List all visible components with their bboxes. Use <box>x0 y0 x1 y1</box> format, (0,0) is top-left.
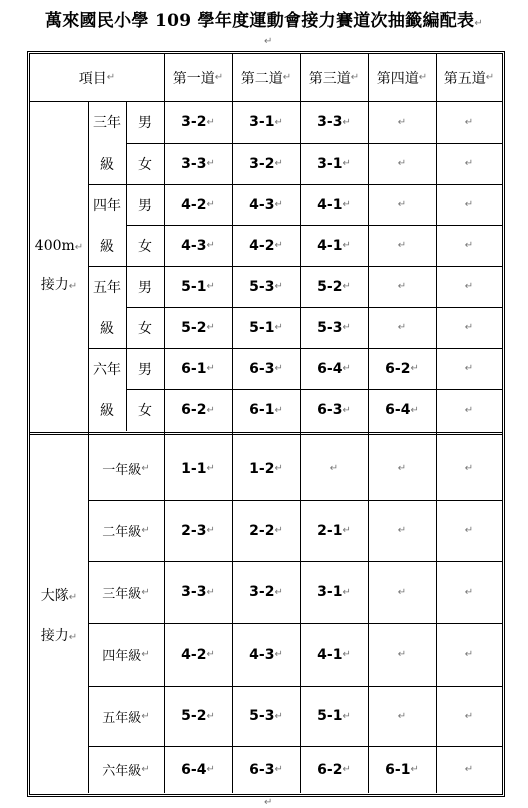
lane-value: ↵ <box>464 199 474 210</box>
lane-value: 3-2 ↵ <box>181 114 215 130</box>
lane-value: 4-3 ↵ <box>249 196 283 213</box>
column-divider <box>300 54 301 793</box>
lane-value: 6-4 ↵ <box>181 761 215 778</box>
grade-label: 六年 <box>93 361 121 378</box>
lane-value: ↵ <box>464 710 474 722</box>
paragraph-mark: ↵ <box>485 72 495 83</box>
paragraph-mark: ↵ <box>214 72 224 83</box>
column-divider <box>126 101 127 431</box>
gender-label: 女 <box>138 403 152 419</box>
lane-value: 6-3 ↵ <box>249 761 283 778</box>
lane-value: 6-1 ↵ <box>385 761 419 778</box>
gender-label: 男 <box>138 361 152 378</box>
row-divider <box>126 307 502 308</box>
lane-value: 5-1 ↵ <box>317 708 351 724</box>
lane-value: 6-4 ↵ <box>317 360 351 377</box>
lane-value: 6-1 ↵ <box>249 402 283 418</box>
lane-value: 5-1 ↵ <box>181 278 215 295</box>
lane-value: ↵ <box>464 116 474 128</box>
grade-label: 三年 <box>93 115 121 131</box>
team-grade-label: 三年級 ↵ <box>102 586 150 602</box>
grade-suffix: 級 <box>100 238 114 255</box>
gender-label: 女 <box>138 320 152 337</box>
lane-value: ↵ <box>397 158 407 169</box>
lane-value: 6-3 ↵ <box>317 402 351 418</box>
lane-value: ↵ <box>397 322 407 333</box>
lane-value: 3-1 ↵ <box>317 584 351 600</box>
gender-label: 男 <box>138 115 152 131</box>
team-grade-label: 六年級 ↵ <box>102 764 150 779</box>
column-divider <box>88 101 89 793</box>
header-lane-2 <box>232 54 300 101</box>
lane-value: 6-3 ↵ <box>249 360 283 377</box>
relay400-label-line2: 接力↵ <box>40 277 78 293</box>
lane-value: ↵ <box>464 322 474 333</box>
lane-value: 2-1 ↵ <box>317 522 351 539</box>
column-divider <box>368 54 369 793</box>
row-divider <box>88 184 502 185</box>
team-grade-label: 四年級 ↵ <box>102 649 150 664</box>
lane-value: 4-2 ↵ <box>249 237 283 254</box>
paragraph-mark: ↵ <box>474 18 484 29</box>
gender-label: 男 <box>138 279 152 296</box>
lane-value: ↵ <box>397 525 407 536</box>
lane-value: 4-2 ↵ <box>181 196 215 213</box>
lane-label: 第五道 <box>443 70 486 87</box>
lane-value: ↵ <box>464 586 474 598</box>
team-relay-label-line1: 大隊↵ <box>40 588 78 604</box>
header-lane-1 <box>164 54 232 101</box>
header-lane-5 <box>436 54 502 101</box>
lane-value: 4-3 ↵ <box>249 646 283 663</box>
lane-value: ↵ <box>464 363 474 374</box>
title-text: 萬來國民小學 109 學年度運動會接力賽道次抽籤編配表 <box>44 11 475 31</box>
team-grade-label: 二年級 ↵ <box>102 525 150 540</box>
gender-label: 女 <box>138 238 152 255</box>
row-divider <box>126 143 502 144</box>
lane-value: 6-2 ↵ <box>385 360 419 377</box>
column-divider <box>164 54 165 793</box>
lane-value: 3-3 ↵ <box>181 155 215 172</box>
lane-value: ↵ <box>397 710 407 722</box>
lane-value: ↵ <box>464 649 474 660</box>
grade-label: 五年 <box>93 279 121 296</box>
row-divider <box>88 266 502 267</box>
team-grade-label: 一年級 ↵ <box>102 463 150 478</box>
lane-assignment-table <box>27 51 505 797</box>
section-divider <box>30 432 502 435</box>
paragraph-mark: ↵ <box>264 797 273 808</box>
lane-value: 2-3 ↵ <box>181 522 215 539</box>
lane-value: 5-3 ↵ <box>249 278 283 295</box>
gender-label: 男 <box>138 197 152 214</box>
paragraph-mark: ↵ <box>282 72 292 83</box>
paragraph-mark: ↵ <box>350 72 360 83</box>
lane-value: ↵ <box>464 158 474 169</box>
lane-value: 4-1 ↵ <box>317 196 351 213</box>
team-grade-label: 五年級 ↵ <box>102 710 150 726</box>
lane-value: 4-2 ↵ <box>181 646 215 663</box>
lane-label: 第一道 <box>172 70 215 87</box>
header-lane-3 <box>300 54 368 101</box>
lane-value: 4-1 ↵ <box>317 646 351 663</box>
lane-label: 第三道 <box>308 70 351 87</box>
lane-value: ↵ <box>464 240 474 251</box>
lane-value: 3-1 ↵ <box>249 114 283 130</box>
lane-value: 6-1 ↵ <box>181 360 215 377</box>
header-lane-4 <box>368 54 436 101</box>
row-divider <box>126 389 502 390</box>
row-divider <box>126 225 502 226</box>
lane-value: ↵ <box>464 281 474 292</box>
row-divider <box>88 348 502 349</box>
team-relay-label <box>30 437 88 793</box>
lane-value: ↵ <box>397 649 407 660</box>
lane-value: 4-1 ↵ <box>317 237 351 254</box>
lane-value: ↵ <box>397 240 407 251</box>
lane-value: 3-2 ↵ <box>249 584 283 600</box>
grade-suffix: 級 <box>100 320 114 337</box>
grade-suffix: 級 <box>100 403 114 419</box>
lane-value: ↵ <box>464 525 474 536</box>
lane-value: 3-1 ↵ <box>317 155 351 172</box>
header-item-label: 項目 <box>78 70 107 87</box>
lane-value: 1-2 ↵ <box>249 460 283 477</box>
lane-value: ↵ <box>397 199 407 210</box>
lane-value: 5-2 ↵ <box>181 319 215 336</box>
lane-value: 5-3 ↵ <box>317 319 351 336</box>
column-divider <box>436 54 437 793</box>
lane-value: ↵ <box>397 586 407 598</box>
lane-value: 3-3 ↵ <box>181 584 215 600</box>
lane-value: ↵ <box>397 281 407 292</box>
lane-value: ↵ <box>464 404 474 416</box>
lane-value: 4-3 ↵ <box>181 237 215 254</box>
lane-value: 2-2 ↵ <box>249 522 283 539</box>
lane-label: 第四道 <box>376 70 419 87</box>
lane-value: ↵ <box>397 463 407 474</box>
lane-value: ↵ <box>464 463 474 474</box>
team-relay-label-line2: 接力↵ <box>40 628 78 644</box>
lane-value: 5-3 ↵ <box>249 708 283 724</box>
lane-value: 6-2 ↵ <box>317 761 351 778</box>
lane-value: 5-2 ↵ <box>317 278 351 295</box>
lane-label: 第二道 <box>240 70 283 87</box>
lane-value: 3-3 ↵ <box>317 114 351 130</box>
lane-value: 5-1 ↵ <box>249 319 283 336</box>
lane-value: ↵ <box>464 764 474 775</box>
lane-value: 6-2 ↵ <box>181 402 215 418</box>
lane-value: 3-2 ↵ <box>249 155 283 172</box>
lane-value: 1-1 ↵ <box>181 460 215 477</box>
lane-value: ↵ <box>329 463 339 474</box>
column-divider <box>232 54 233 793</box>
paragraph-mark: ↵ <box>106 72 116 83</box>
header-item-cell <box>30 54 164 101</box>
lane-value: ↵ <box>397 116 407 128</box>
grade-label: 四年 <box>93 197 121 214</box>
gender-label: 女 <box>138 156 152 173</box>
relay400-label-line1: 400m↵ <box>34 238 84 254</box>
paragraph-mark: ↵ <box>264 36 273 47</box>
paragraph-mark: ↵ <box>418 72 428 83</box>
document-title <box>0 6 528 31</box>
lane-value: 5-2 ↵ <box>181 708 215 724</box>
grade-suffix: 級 <box>100 156 114 173</box>
relay400-label <box>30 101 88 431</box>
table-grid <box>30 54 502 794</box>
lane-value: 6-4 ↵ <box>385 402 419 418</box>
